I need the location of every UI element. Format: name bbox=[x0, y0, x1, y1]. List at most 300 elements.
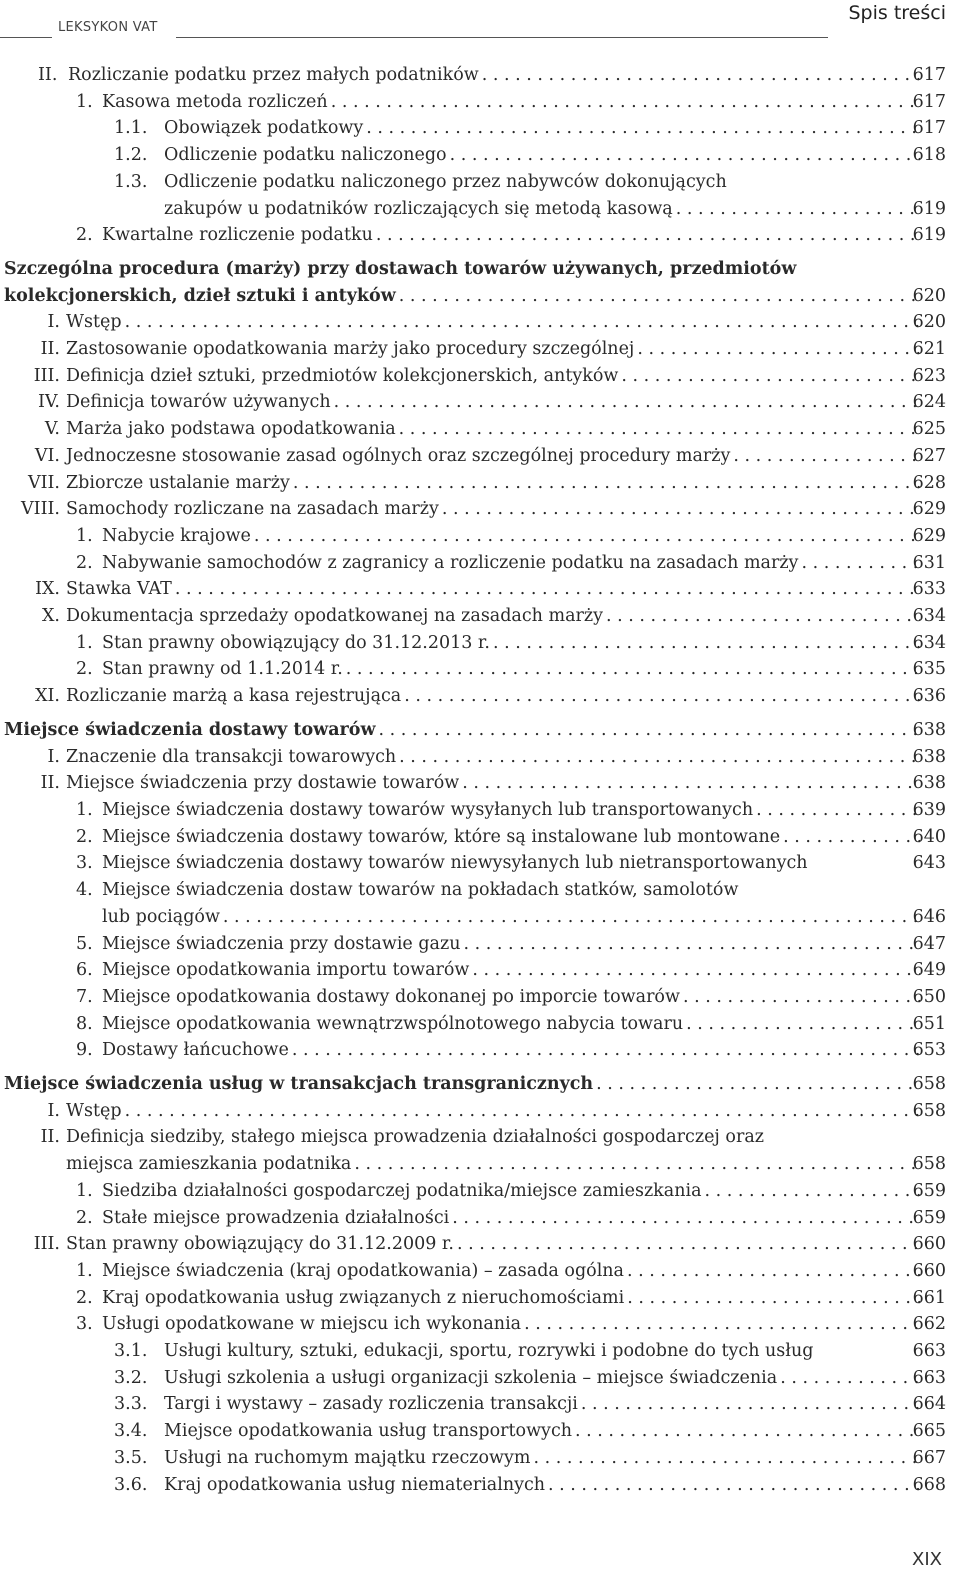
toc-entry-title: Jednoczesne stosowanie zasad ogólnych oraz szczególnej procedury marży bbox=[66, 445, 731, 466]
toc-entry-title: Definicja dzieł sztuki, przedmiotów kolekcjonerskich, antyków bbox=[66, 365, 619, 386]
toc-entry[interactable] bbox=[0, 550, 960, 577]
toc-entry-title: Kraj opodatkowania usług niematerialnych bbox=[164, 1474, 546, 1495]
toc-page-number: 649 bbox=[912, 960, 946, 981]
dot-leader bbox=[621, 363, 920, 390]
toc-entry-number: 2. bbox=[76, 659, 93, 680]
toc-entry-number: I. bbox=[47, 1100, 60, 1121]
toc-page-number: 634 bbox=[912, 606, 946, 627]
dot-leader bbox=[379, 717, 920, 744]
toc-page-number: 660 bbox=[912, 1234, 946, 1255]
toc-entry-title: Kraj opodatkowania usług związanych z nieruchomościami bbox=[102, 1287, 625, 1308]
toc-entry[interactable] bbox=[0, 1258, 960, 1285]
toc-entry[interactable] bbox=[0, 142, 960, 169]
toc-entry-number: 1. bbox=[76, 91, 93, 112]
dot-leader bbox=[334, 389, 920, 416]
toc-entry[interactable] bbox=[0, 744, 960, 771]
toc-entry-title: Usługi szkolenia a usługi organizacji szkolenia – miejsce świadczenia bbox=[164, 1367, 778, 1388]
dot-leader bbox=[780, 1365, 920, 1392]
toc-page-number: 638 bbox=[912, 773, 946, 794]
toc-entry[interactable] bbox=[0, 1418, 960, 1445]
toc-page-number: 627 bbox=[912, 445, 946, 466]
toc-entry[interactable] bbox=[0, 1098, 960, 1125]
dot-leader bbox=[125, 1098, 920, 1125]
toc-entry[interactable] bbox=[0, 1365, 960, 1392]
toc-section-heading[interactable] bbox=[0, 717, 960, 744]
dot-leader bbox=[627, 1258, 920, 1285]
toc-entry-number: 3.3. bbox=[114, 1394, 148, 1415]
toc-entry[interactable] bbox=[0, 984, 960, 1011]
toc-page-number: 668 bbox=[912, 1474, 946, 1495]
toc-entry[interactable] bbox=[0, 603, 960, 630]
toc-entry-line bbox=[0, 62, 920, 89]
toc-entry-number: 1. bbox=[76, 525, 93, 546]
dot-leader bbox=[376, 222, 920, 249]
toc-entry[interactable] bbox=[0, 416, 960, 443]
toc-entry[interactable] bbox=[0, 1205, 960, 1232]
toc-entry-number: II. bbox=[40, 339, 60, 360]
toc-page-number: 653 bbox=[912, 1040, 946, 1061]
toc-entry[interactable] bbox=[0, 443, 960, 470]
toc-entry-title: Stan prawny od 1.1.2014 r. bbox=[102, 659, 343, 680]
dot-leader bbox=[472, 957, 920, 984]
toc-entry-title: Miejsce świadczenia usług w transakcjach transgranicznych bbox=[4, 1074, 594, 1095]
toc-entry-title: Miejsce opodatkowania usług transportowych bbox=[164, 1421, 573, 1442]
dot-leader bbox=[175, 576, 920, 603]
toc-entry-line bbox=[0, 1011, 920, 1038]
toc-entry[interactable] bbox=[0, 656, 960, 683]
toc-entry[interactable] bbox=[0, 523, 960, 550]
toc-entry-number: II. bbox=[38, 65, 58, 85]
toc-entry-number: I. bbox=[47, 746, 60, 767]
toc-entry[interactable] bbox=[0, 850, 960, 877]
toc-entry-title: Nabycie krajowe bbox=[102, 525, 251, 546]
toc-entry-line bbox=[0, 957, 920, 984]
toc-entry-line bbox=[0, 656, 920, 683]
toc-entry-number: II. bbox=[40, 1127, 60, 1148]
toc-entry-line bbox=[0, 222, 920, 249]
toc-entry-number: 4. bbox=[76, 880, 93, 901]
toc-entry-number: VIII. bbox=[21, 499, 60, 520]
dot-leader bbox=[292, 1037, 920, 1064]
toc-page-number: 617 bbox=[912, 91, 946, 112]
toc-entry-title: Obowiązek podatkowy bbox=[164, 118, 364, 139]
toc-entry-number: 1.2. bbox=[114, 145, 148, 166]
table-of-contents bbox=[0, 62, 960, 1498]
toc-entry-title: Znaczenie dla transakcji towarowych bbox=[66, 746, 397, 767]
toc-entry-number: 3.4. bbox=[114, 1421, 148, 1442]
toc-page-number: 619 bbox=[912, 198, 946, 219]
toc-page-number: 617 bbox=[912, 118, 946, 139]
toc-entry-line bbox=[0, 1365, 920, 1392]
toc-entry-title: Dokumentacja sprzedaży opodatkowanej na zasadach marży bbox=[66, 606, 603, 627]
toc-page-number: 658 bbox=[912, 1154, 946, 1175]
toc-entry[interactable] bbox=[0, 309, 960, 336]
toc-entry-title: Usługi kultury, sztuki, edukacji, sportu, rozrywki i podobne do tych usług bbox=[164, 1341, 814, 1362]
toc-entry-line bbox=[0, 1445, 920, 1472]
toc-entry-number: 3. bbox=[76, 853, 93, 874]
toc-entry-number: IX. bbox=[35, 579, 60, 600]
toc-entry-title: Miejsce świadczenia dostawy towarów niewysyłanych lub nietransportowanych bbox=[102, 853, 808, 874]
toc-entry-line bbox=[0, 283, 920, 310]
toc-entry-line bbox=[0, 984, 920, 1011]
dot-leader bbox=[463, 931, 920, 958]
page-number: XIX bbox=[912, 1549, 942, 1570]
toc-entry-title: Odliczenie podatku naliczonego bbox=[164, 145, 447, 166]
toc-entry-line bbox=[0, 1231, 920, 1258]
toc-entry-line bbox=[0, 1098, 920, 1125]
dot-leader bbox=[399, 283, 920, 310]
toc-entry-title-line: Szczególna procedura (marży) przy dostawach towarów używanych, przedmiotów bbox=[4, 258, 797, 279]
toc-entry-line bbox=[0, 603, 920, 630]
dot-leader bbox=[783, 824, 920, 851]
toc-entry[interactable] bbox=[0, 1231, 960, 1258]
toc-entry-line bbox=[0, 850, 920, 877]
toc-entry-line bbox=[0, 1418, 920, 1445]
toc-entry-number: 1. bbox=[76, 1260, 93, 1281]
header-rule-left bbox=[0, 37, 52, 38]
toc-entry-title: Odliczenie podatku naliczonego przez nabywców dokonujących bbox=[164, 171, 727, 192]
dot-leader bbox=[223, 904, 920, 931]
toc-entry-number: 2. bbox=[76, 826, 93, 847]
toc-entry-number: 1. bbox=[76, 1180, 93, 1201]
toc-entry-number: 1.1. bbox=[114, 118, 148, 139]
dot-leader bbox=[606, 603, 920, 630]
toc-page-number: 639 bbox=[912, 799, 946, 820]
toc-entry-number: 3.6. bbox=[114, 1474, 148, 1495]
toc-page-number: 638 bbox=[912, 719, 946, 740]
dot-leader bbox=[331, 89, 920, 116]
toc-entry-line bbox=[0, 1258, 920, 1285]
toc-entry-line bbox=[0, 824, 920, 851]
toc-entry[interactable] bbox=[0, 957, 960, 984]
dot-leader bbox=[733, 443, 920, 470]
dot-leader bbox=[575, 1418, 920, 1445]
toc-entry[interactable] bbox=[0, 336, 960, 363]
dot-leader bbox=[637, 336, 920, 363]
toc-entry-number: 8. bbox=[76, 1013, 93, 1034]
dot-leader bbox=[452, 1205, 920, 1232]
toc-entry-title: Samochody rozliczane na zasadach marży bbox=[66, 499, 439, 520]
toc-entry-line bbox=[0, 550, 920, 577]
dot-leader bbox=[534, 1445, 920, 1472]
toc-entry-title: lub pociągów bbox=[102, 906, 220, 927]
toc-page-number: 658 bbox=[912, 1074, 946, 1095]
toc-entry-line bbox=[0, 1071, 920, 1098]
toc-entry[interactable] bbox=[0, 770, 960, 797]
toc-section-heading[interactable] bbox=[0, 256, 960, 309]
toc-entry-number: 3.1. bbox=[114, 1341, 148, 1362]
toc-entry-line bbox=[0, 770, 920, 797]
toc-entry-title: Targi i wystawy – zasady rozliczenia transakcji bbox=[164, 1394, 578, 1415]
toc-entry-title: Stan prawny obowiązujący do 31.12.2009 r. bbox=[66, 1234, 454, 1255]
toc-entry-title: Kwartalne rozliczenie podatku bbox=[102, 225, 373, 246]
toc-entry-title: Usługi opodatkowane w miejscu ich wykonania bbox=[102, 1314, 522, 1335]
dot-leader bbox=[627, 1285, 920, 1312]
toc-entry-line bbox=[0, 1472, 920, 1499]
toc-entry-line bbox=[0, 904, 920, 931]
toc-page-number: 640 bbox=[912, 826, 946, 847]
toc-entry-number: III. bbox=[33, 1234, 60, 1255]
toc-entry-title: Dostawy łańcuchowe bbox=[102, 1040, 289, 1061]
toc-entry-title: Kasowa metoda rozliczeń bbox=[102, 91, 328, 112]
toc-entry[interactable] bbox=[0, 363, 960, 390]
toc-entry[interactable] bbox=[0, 1391, 960, 1418]
toc-entry[interactable] bbox=[0, 169, 960, 222]
toc-entry-number: VII. bbox=[27, 472, 60, 493]
toc-entry-title-line bbox=[0, 877, 920, 904]
toc-page-number: 646 bbox=[912, 906, 946, 927]
dot-leader bbox=[596, 1071, 920, 1098]
toc-entry-number: 3. bbox=[76, 1314, 93, 1335]
toc-entry-line bbox=[0, 1311, 920, 1338]
toc-entry-line bbox=[0, 363, 920, 390]
toc-entry-line bbox=[0, 576, 920, 603]
page-header bbox=[0, 0, 960, 46]
toc-page-number: 628 bbox=[912, 472, 946, 493]
toc-entry-line bbox=[0, 523, 920, 550]
toc-entry-title: Usługi na ruchomym majątku rzeczowym bbox=[164, 1447, 531, 1468]
toc-page-number: 658 bbox=[912, 1100, 946, 1121]
toc-entry-line bbox=[0, 142, 920, 169]
toc-page-number: 636 bbox=[912, 686, 946, 707]
toc-entry-title-line bbox=[0, 169, 920, 196]
dot-leader bbox=[442, 496, 920, 523]
toc-entry-title: Definicja siedziby, stałego miejsca prowadzenia działalności gospodarczej oraz bbox=[66, 1127, 764, 1148]
toc-entry[interactable] bbox=[0, 1037, 960, 1064]
dot-leader bbox=[457, 1231, 920, 1258]
toc-entry-title: Miejsce świadczenia dostawy towarów wysyłanych lub transportowanych bbox=[102, 799, 754, 820]
toc-page-number: 662 bbox=[912, 1314, 946, 1335]
dot-leader bbox=[346, 656, 920, 683]
toc-entry-number: I. bbox=[47, 312, 60, 333]
toc-entry-number: 2. bbox=[76, 1287, 93, 1308]
dot-leader bbox=[705, 1178, 920, 1205]
toc-page-number: 625 bbox=[912, 419, 946, 440]
dot-leader bbox=[676, 196, 920, 223]
toc-entry-line bbox=[0, 630, 920, 657]
dot-leader bbox=[404, 683, 920, 710]
toc-entry-line bbox=[0, 89, 920, 116]
toc-entry-line bbox=[0, 1285, 920, 1312]
toc-entry-number: VI. bbox=[34, 445, 60, 466]
toc-entry[interactable] bbox=[0, 576, 960, 603]
dot-leader bbox=[462, 770, 920, 797]
toc-entry-line bbox=[0, 1205, 920, 1232]
toc-entry-number: 3.5. bbox=[114, 1447, 148, 1468]
toc-entry-title-line bbox=[0, 1124, 920, 1151]
toc-page-number: 647 bbox=[912, 933, 946, 954]
toc-entry[interactable] bbox=[0, 222, 960, 249]
toc-entry[interactable] bbox=[0, 877, 960, 930]
toc-page-number: 660 bbox=[912, 1260, 946, 1281]
toc-entry[interactable] bbox=[0, 1285, 960, 1312]
dot-leader bbox=[254, 523, 920, 550]
toc-page-number: 619 bbox=[912, 225, 946, 246]
toc-page-number: 624 bbox=[912, 392, 946, 413]
toc-entry-line bbox=[0, 717, 920, 744]
toc-page-number: 620 bbox=[912, 312, 946, 333]
toc-entry-line bbox=[0, 797, 920, 824]
toc-entry[interactable] bbox=[0, 630, 960, 657]
toc-entry-number: V. bbox=[44, 419, 60, 440]
toc-page-number: 643 bbox=[912, 853, 946, 874]
toc-entry-number: 7. bbox=[76, 986, 93, 1007]
toc-entry-number: II. bbox=[40, 773, 60, 794]
toc-page-number: 621 bbox=[912, 339, 946, 360]
dot-leader bbox=[581, 1391, 920, 1418]
dot-leader bbox=[524, 1311, 920, 1338]
toc-page-number: 661 bbox=[912, 1287, 946, 1308]
toc-page-number: 663 bbox=[912, 1367, 946, 1388]
toc-page-number: 618 bbox=[912, 145, 946, 166]
toc-page-number: 629 bbox=[912, 525, 946, 546]
toc-entry-title: Zastosowanie opodatkowania marży jako procedury szczególnej bbox=[66, 339, 635, 360]
toc-entry-title: Wstęp bbox=[66, 1100, 122, 1121]
dot-leader bbox=[482, 62, 920, 89]
toc-page-number: 620 bbox=[912, 285, 946, 306]
toc-entry-line bbox=[0, 1151, 920, 1178]
toc-entry-title: Miejsce opodatkowania importu towarów bbox=[102, 960, 470, 981]
toc-entry-line bbox=[0, 496, 920, 523]
toc-entry-title: zakupów u podatników rozliczających się metodą kasową bbox=[164, 198, 673, 219]
toc-entry[interactable] bbox=[0, 1472, 960, 1499]
toc-entry[interactable] bbox=[0, 683, 960, 710]
toc-entry-line bbox=[0, 443, 920, 470]
toc-section-heading[interactable] bbox=[0, 1071, 960, 1098]
toc-entry-title: Marża jako podstawa opodatkowania bbox=[66, 419, 396, 440]
toc-entry[interactable] bbox=[0, 797, 960, 824]
dot-leader bbox=[125, 309, 920, 336]
toc-entry[interactable] bbox=[0, 931, 960, 958]
toc-entry-number: 3.2. bbox=[114, 1367, 148, 1388]
toc-entry[interactable] bbox=[0, 1178, 960, 1205]
toc-entry-title: Stałe miejsce prowadzenia działalności bbox=[102, 1207, 450, 1228]
toc-entry[interactable] bbox=[0, 1338, 960, 1365]
toc-page-number: 634 bbox=[912, 632, 946, 653]
toc-entry-title: Miejsce świadczenia przy dostawie gazu bbox=[102, 933, 461, 954]
toc-page-number: 659 bbox=[912, 1180, 946, 1201]
toc-entry[interactable] bbox=[0, 470, 960, 497]
toc-entry-title: Wstęp bbox=[66, 312, 122, 333]
toc-entry-line bbox=[0, 1338, 920, 1365]
dot-leader bbox=[399, 744, 920, 771]
toc-entry-number: 9. bbox=[76, 1040, 93, 1061]
toc-page-number: 629 bbox=[912, 499, 946, 520]
toc-page-number: 651 bbox=[912, 1013, 946, 1034]
toc-entry-number: 1. bbox=[76, 632, 93, 653]
toc-entry-title: Miejsce świadczenia dostawy towarów bbox=[4, 719, 376, 740]
toc-entry[interactable] bbox=[0, 62, 960, 89]
toc-entry-title: Miejsce opodatkowania wewnątrzwspólnotowego nabycia towaru bbox=[102, 1013, 684, 1034]
toc-entry-title: Miejsce opodatkowania dostawy dokonanej po imporcie towarów bbox=[102, 986, 680, 1007]
toc-entry-title: Nabywanie samochodów z zagranicy a rozliczenie podatku na zasadach marży bbox=[102, 552, 799, 573]
dot-leader bbox=[354, 1151, 920, 1178]
toc-entry-number: 5. bbox=[76, 933, 93, 954]
dot-leader bbox=[366, 115, 920, 142]
dot-leader bbox=[756, 797, 920, 824]
toc-entry[interactable] bbox=[0, 1011, 960, 1038]
toc-entry-title: Miejsce świadczenia (kraj opodatkowania) – zasada ogólna bbox=[102, 1260, 624, 1281]
dot-leader bbox=[293, 470, 920, 497]
toc-entry-number: 6. bbox=[76, 960, 93, 981]
toc-page-number: 633 bbox=[912, 579, 946, 600]
toc-page-number: 650 bbox=[912, 986, 946, 1007]
toc-entry[interactable] bbox=[0, 115, 960, 142]
dot-leader bbox=[683, 984, 920, 1011]
toc-entry-title: Rozliczanie marżą a kasa rejestrująca bbox=[66, 686, 402, 707]
header-rule-right bbox=[176, 37, 828, 38]
toc-entry[interactable] bbox=[0, 824, 960, 851]
toc-entry-title: Siedziba działalności gospodarczej podatnika/miejsce zamieszkania bbox=[102, 1180, 702, 1201]
toc-entry-line bbox=[0, 931, 920, 958]
toc-entry-line bbox=[0, 336, 920, 363]
toc-page-number: 635 bbox=[912, 659, 946, 680]
toc-entry-line bbox=[0, 1178, 920, 1205]
toc-entry-line bbox=[0, 1037, 920, 1064]
toc-page-number: 623 bbox=[912, 365, 946, 386]
toc-page-number: 663 bbox=[912, 1341, 946, 1362]
toc-entry-number: 1.3. bbox=[114, 171, 148, 192]
toc-page-number: 667 bbox=[912, 1447, 946, 1468]
toc-page-number: 631 bbox=[912, 552, 946, 573]
toc-page-number: 638 bbox=[912, 746, 946, 767]
toc-entry-title: kolekcjonerskich, dzieł sztuki i antyków bbox=[4, 285, 396, 306]
toc-entry-line bbox=[0, 683, 920, 710]
toc-entry-number: 2. bbox=[76, 1207, 93, 1228]
toc-entry-title: Miejsce świadczenia przy dostawie towarów bbox=[66, 773, 460, 794]
toc-entry-title: Rozliczanie podatku przez małych podatników bbox=[68, 65, 479, 85]
toc-entry-number: X. bbox=[41, 606, 60, 627]
toc-page-number: 664 bbox=[912, 1394, 946, 1415]
toc-entry-line bbox=[0, 744, 920, 771]
toc-entry-line bbox=[0, 1391, 920, 1418]
toc-entry-title: Stan prawny obowiązujący do 31.12.2013 r. bbox=[102, 632, 490, 653]
toc-entry[interactable] bbox=[0, 389, 960, 416]
toc-page-number: 617 bbox=[912, 65, 946, 85]
toc-entry-line bbox=[0, 470, 920, 497]
dot-leader bbox=[686, 1011, 920, 1038]
toc-entry[interactable] bbox=[0, 89, 960, 116]
toc-entry-line bbox=[0, 389, 920, 416]
toc-entry-number: 1. bbox=[76, 799, 93, 820]
toc-entry-line bbox=[0, 416, 920, 443]
dot-leader bbox=[450, 142, 920, 169]
section-title: Spis treści bbox=[848, 2, 946, 24]
toc-entry-number: 2. bbox=[76, 552, 93, 573]
toc-page-number: 659 bbox=[912, 1207, 946, 1228]
running-title: LEKSYKON VAT bbox=[58, 20, 158, 35]
toc-entry-title: Miejsce świadczenia dostaw towarów na pokładach statków, samolotów bbox=[102, 880, 739, 901]
toc-entry-line bbox=[0, 309, 920, 336]
toc-entry-title: Stawka VAT bbox=[66, 579, 172, 600]
dot-leader bbox=[493, 630, 920, 657]
toc-entry[interactable] bbox=[0, 1445, 960, 1472]
toc-entry-title: Definicja towarów używanych bbox=[66, 392, 331, 413]
dot-leader bbox=[548, 1472, 920, 1499]
toc-entry[interactable] bbox=[0, 496, 960, 523]
toc-entry-title: Zbiorcze ustalanie marży bbox=[66, 472, 290, 493]
toc-entry-number: IV. bbox=[37, 392, 60, 413]
toc-page-number: 665 bbox=[912, 1421, 946, 1442]
toc-entry-number: III. bbox=[33, 365, 60, 386]
toc-entry-number: XI. bbox=[35, 686, 60, 707]
toc-entry[interactable] bbox=[0, 1311, 960, 1338]
toc-entry-line bbox=[0, 196, 920, 223]
toc-entry[interactable] bbox=[0, 1124, 960, 1177]
toc-entry-title: Miejsce świadczenia dostawy towarów, które są instalowane lub montowane bbox=[102, 826, 781, 847]
toc-entry-line bbox=[0, 115, 920, 142]
toc-entry-title: miejsca zamieszkania podatnika bbox=[66, 1154, 352, 1175]
